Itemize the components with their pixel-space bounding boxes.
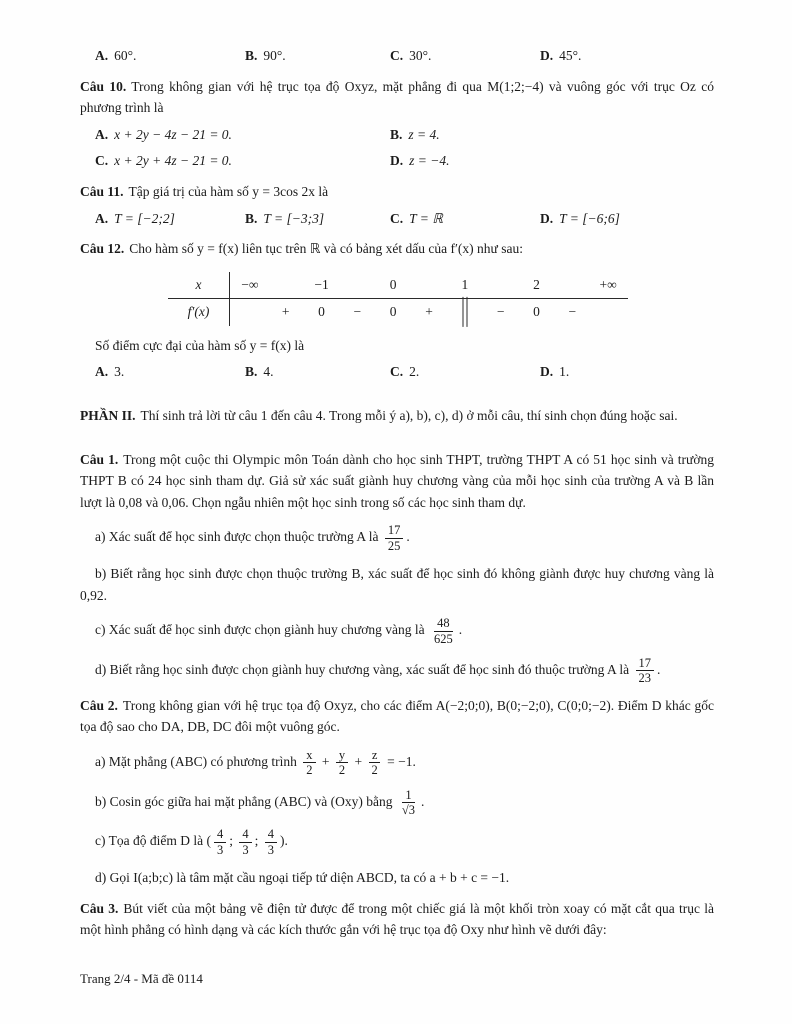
answer-option [245, 208, 390, 230]
option-text: z = 4. [408, 126, 440, 142]
sign-table-x-value: −1 [314, 276, 329, 292]
option-text: T = [−6;6] [559, 210, 620, 226]
sign-table-sign: − [353, 304, 362, 320]
statement-item-c: c) Xác suất để học sinh được chọn giành huy chương vàng là $\frac{48}{625}$ . [95, 616, 463, 646]
part2-question-3-stem [80, 898, 714, 941]
sign-table-sign: − [568, 304, 577, 320]
option-text: 60°. [114, 48, 137, 63]
question-9-options-row [80, 45, 714, 67]
part-instructions: Thí sinh trả lời từ câu 1 đến câu 4. Trong mỗi ý a), b), c), d) ở mỗi câu, thí sinh chọn đúng hoặc sai. [140, 407, 678, 423]
answer-option [95, 124, 390, 146]
sign-table-sign: 0 [389, 304, 397, 320]
question-12-followup [80, 335, 714, 357]
answer-option [540, 208, 714, 230]
question-text: Cho hàm số y = f(x) liên tục trên ℝ và có bảng xét dấu của f′(x) như sau: [129, 241, 523, 257]
option-letter: C. [390, 48, 404, 63]
question-10-stem [80, 76, 714, 119]
option-letter: A. [95, 210, 109, 226]
question-number: Câu 10. [80, 78, 127, 94]
sign-table-x-value: 2 [533, 276, 540, 292]
option-letter: B. [245, 48, 258, 63]
answer-option [390, 361, 540, 383]
option-text: T = [−3;3] [263, 210, 325, 226]
option-letter: B. [245, 364, 258, 380]
sign-table-sign: − [496, 304, 505, 320]
question-12-options [80, 361, 714, 383]
sign-table-sign: 0 [318, 304, 325, 320]
option-letter: D. [390, 153, 404, 169]
option-text: 1. [559, 364, 570, 380]
fraction: $\frac{x}{2}$ [303, 748, 315, 778]
discontinuity-double-bar [462, 297, 467, 327]
sign-table-variable-label: x [168, 272, 230, 298]
sign-table-x-value: 0 [389, 276, 397, 292]
question-text: Trong không gian với hệ trục tọa độ Oxyz, mặt phẳng đi qua M(1;2;−4) và vuông góc với trục Oz có phương trình là [80, 78, 714, 116]
option-letter: B. [245, 210, 258, 226]
option-letter: C. [390, 364, 404, 380]
option-letter: D. [540, 210, 554, 226]
option-letter: B. [390, 126, 403, 142]
option-text: T = ℝ [409, 210, 443, 226]
fraction: $\frac{z}{2}$ [369, 748, 381, 778]
option-text: 2. [409, 364, 420, 380]
option-letter: A. [95, 48, 109, 63]
option-text: 30°. [409, 48, 432, 63]
option-text: z = −4. [409, 153, 450, 169]
fraction: $\frac{4}{3}$ [239, 827, 251, 857]
part2-question-2-stem [80, 695, 714, 738]
answer-option [95, 208, 245, 230]
option-text: 4. [263, 364, 274, 380]
answer-option [540, 45, 714, 67]
question-text: Trong không gian với hệ trục tọa độ Oxyz, cho các điểm A(−2;0;0), B(0;−2;0), C(0;0;−2). Điểm D khác gốc tọa độ sao cho DA, DB, DC đôi một vuông góc. [80, 697, 714, 735]
statement-item-c: c) Tọa độ điểm D là ( $\frac{4}{3}$ ; $\frac{4}{3}$ ; $\frac{4}{3}$ ). [95, 827, 288, 857]
sign-table-sign: + [425, 304, 433, 320]
sign-table-derivative-label: f′(x) [168, 299, 230, 326]
part2-question-1-stem [80, 449, 714, 514]
sign-table-signs [230, 299, 628, 326]
option-letter: A. [95, 126, 109, 142]
option-text: x + 2y + 4z − 21 = 0. [114, 153, 232, 169]
question-text: Tập giá trị của hàm số y = 3cos 2x là [128, 183, 329, 199]
option-text: x + 2y − 4z − 21 = 0. [114, 126, 232, 142]
question-11-stem [80, 181, 714, 203]
page-footer: Trang 2/4 - Mã đề 0114 [80, 971, 203, 987]
answer-option [95, 150, 390, 172]
sign-table [168, 272, 628, 326]
sign-table-sign: + [281, 304, 290, 320]
question-number: Câu 3. [80, 900, 119, 916]
sign-table-x-value: −∞ [241, 276, 259, 292]
option-text: 90°. [263, 48, 286, 63]
statement-item-d: d) Biết rằng học sinh được chọn giành huy chương vàng, xác suất để học sinh đó thuộc trường A là $\frac{17}{23}$ . [95, 656, 661, 686]
option-letter: D. [540, 48, 554, 63]
statement-item-a: a) Mặt phẳng (ABC) có phương trình $\frac{x}{2}$ + $\frac{y}{2}$ + $\frac{z}{2}$ = −1. [95, 747, 416, 778]
option-letter: A. [95, 364, 109, 380]
option-text: 3. [114, 364, 125, 380]
answer-option [95, 361, 245, 383]
answer-option [245, 45, 390, 67]
question-text: Số điểm cực đại của hàm số y = f(x) là [95, 337, 305, 353]
answer-option [390, 124, 714, 146]
question-10-options [80, 124, 714, 172]
fraction: $\frac{4}{3}$ [265, 827, 277, 857]
answer-option [245, 361, 390, 383]
fraction: $\frac{1}{√3}$ [401, 787, 416, 818]
answer-option [390, 208, 540, 230]
answer-option [390, 150, 714, 172]
question-number: Câu 12. [80, 241, 125, 257]
answer-option [540, 361, 714, 383]
question-12-stem [80, 238, 714, 260]
question-11-options [80, 208, 714, 230]
question-number: Câu 11. [80, 183, 124, 199]
option-text: 45°. [559, 48, 582, 63]
answer-option [390, 45, 540, 67]
option-letter: C. [390, 210, 404, 226]
option-text: T = [−2;2] [114, 210, 175, 226]
option-letter: C. [95, 153, 109, 169]
fraction: $\frac{y}{2}$ [336, 748, 348, 778]
option-letter: D. [540, 364, 554, 380]
statement-item-b: b) Biết rằng học sinh được chọn thuộc trường B, xác suất để học sinh đó không giành được huy chương vàng là 0,92. [80, 566, 714, 603]
question-text: Trong một cuộc thi Olympic môn Toán dành cho học sinh THPT, trường THPT A có 51 học sinh và trường THPT B có 24 học sinh tham dự. Giả sử xác suất giành huy chương vàng của mỗi học sinh của trường A và B lần lượt là 0,08 và 0,06. Chọn ngẫu nhiên một học sinh trong số các học sinh tham dự. [80, 451, 714, 510]
answer-option [95, 45, 245, 67]
statement-item-b: b) Cosin góc giữa hai mặt phẳng (ABC) và (Oxy) bằng $\frac{1}{√3}$ . [95, 787, 425, 818]
statement-item-a: a) Xác suất để học sinh được chọn thuộc trường A là $\frac{17}{25}$ . [95, 523, 410, 553]
sign-table-sign-row [168, 299, 628, 326]
sign-table-x-value: 1 [461, 276, 469, 292]
sign-table-x-value: +∞ [599, 276, 617, 292]
statement-item-d: d) Gọi I(a;b;c) là tâm mặt cầu ngoại tiếp tứ diện ABCD, ta có a + b + c = −1. [95, 870, 510, 886]
fraction: $\frac{17}{25}$ [385, 523, 404, 553]
sign-table-x-values [230, 272, 628, 298]
part-label: PHẦN II. [80, 407, 136, 423]
sign-table-sign: 0 [533, 304, 540, 320]
part-2-header [80, 405, 714, 427]
question-text: Bút viết của một bảng vẽ điện tử được để trong một chiếc giá là một khối tròn xoay có mặt cắt qua trục là một hình phẳng có hình dạng và các kích thước gắn với hệ trục tọa độ Oxy như hình vẽ dưới đây: [80, 900, 714, 938]
sign-table-x-row [168, 272, 628, 299]
fraction: $\frac{48}{625}$ [433, 616, 453, 646]
question-number: Câu 2. [80, 697, 118, 713]
fraction: $\frac{17}{23}$ [636, 656, 655, 686]
question-number: Câu 1. [80, 451, 119, 467]
fraction: $\frac{4}{3}$ [214, 827, 226, 857]
